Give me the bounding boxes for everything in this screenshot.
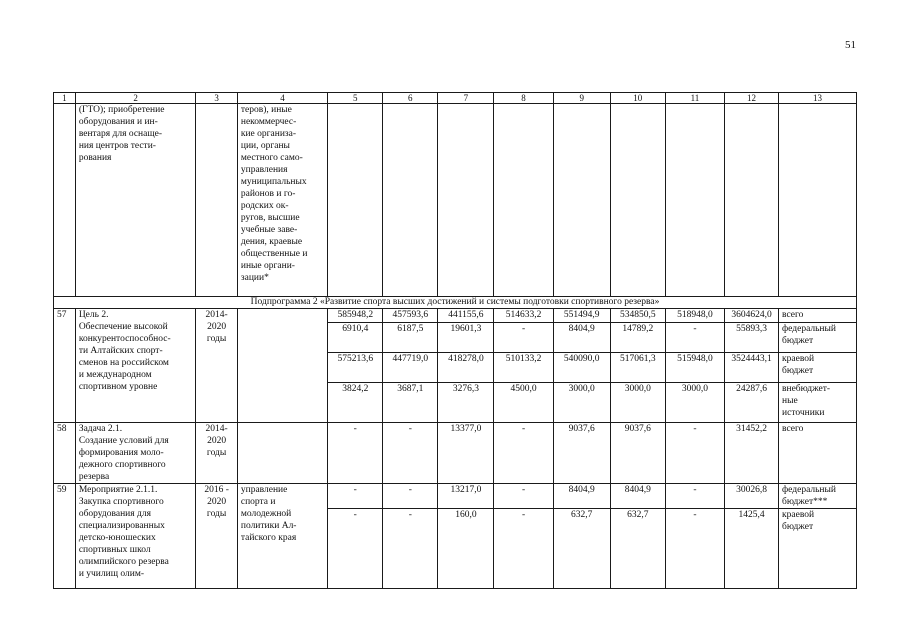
row-number-cell: 57 [54, 309, 76, 423]
years-line: годы [206, 334, 227, 344]
name-line: спортивном уровне [78, 382, 158, 392]
column-header: 12 [725, 93, 779, 104]
source-line: всего [782, 310, 804, 320]
column-header: 2 [75, 93, 196, 104]
text-line: учебные заве- [240, 225, 298, 235]
value-cell: 534850,5 [610, 309, 665, 323]
row-name-cell [75, 309, 196, 423]
executor-line: управление [240, 485, 288, 495]
text-line: оборудования и ин- [78, 117, 158, 127]
funding-source-cell [779, 509, 857, 589]
funding-source-cell [779, 423, 857, 484]
name-line: и международном [78, 370, 152, 380]
table-row [54, 484, 857, 509]
value-cell: 447719,0 [383, 353, 438, 383]
value-cell: 31452,2 [725, 423, 779, 484]
source-line: бюджет [782, 336, 814, 346]
years-line: 2014- [205, 424, 228, 434]
funding-source-cell [779, 309, 857, 323]
row-years-cell [196, 423, 238, 484]
column-header: 11 [665, 93, 724, 104]
table-row [54, 423, 857, 484]
value-cell: 3824,2 [328, 383, 383, 423]
text-line: рования [78, 153, 112, 163]
text-line: районов и го- [240, 189, 296, 199]
years-line: 2020 [207, 436, 227, 446]
value-cell: - [494, 484, 553, 509]
value-cell: - [328, 484, 383, 509]
value-cell: 632,7 [553, 509, 610, 589]
text-line: зации* [240, 273, 269, 283]
row-number-cell: 58 [54, 423, 76, 484]
column-header: 3 [196, 93, 238, 104]
value-cell: 510133,2 [494, 353, 553, 383]
continuation-row [54, 104, 857, 297]
value-cell: 632,7 [610, 509, 665, 589]
value-cell: 457593,6 [383, 309, 438, 323]
years-line: годы [206, 509, 227, 519]
years-line: 2016 - [204, 485, 229, 495]
executor-line: спорта и [240, 497, 276, 507]
name-line: детско-юношеских [78, 533, 156, 543]
value-cell: 30026,8 [725, 484, 779, 509]
years-line: 2014- [205, 310, 228, 320]
value-cell: 515948,0 [665, 353, 724, 383]
value-cell: 441155,6 [438, 309, 494, 323]
source-line: бюджет*** [782, 497, 828, 507]
value-cell: - [665, 509, 724, 589]
program-rows [54, 309, 857, 589]
value-cell: 514633,2 [494, 309, 553, 323]
text-line: дения, краевые [240, 237, 303, 247]
years-line: годы [206, 448, 227, 458]
source-line: ные [782, 396, 798, 406]
value-cell: 19601,3 [438, 323, 494, 353]
value-cell: 3604624,0 [725, 309, 779, 323]
funding-source-cell [779, 383, 857, 423]
name-line: дежного спортивного [78, 460, 166, 470]
text-line: иные органи- [240, 261, 295, 271]
funding-source-cell [779, 484, 857, 509]
value-cell: 8404,9 [553, 323, 610, 353]
value-cell: 4500,0 [494, 383, 553, 423]
column-header: 10 [610, 93, 665, 104]
column-header: 7 [438, 93, 494, 104]
value-cell: 3524443,1 [725, 353, 779, 383]
text-line: ругов, высшие [240, 213, 300, 223]
column-header: 4 [237, 93, 327, 104]
text-line: управления [240, 165, 288, 175]
value-cell: 13217,0 [438, 484, 494, 509]
table-row [54, 309, 857, 323]
name-line: резерва [78, 472, 110, 482]
value-cell: 551494,9 [553, 309, 610, 323]
executor-line: молодежной [240, 509, 292, 519]
source-line: краевой [782, 354, 815, 364]
name-line: оборудования для [78, 509, 151, 519]
value-cell: - [665, 484, 724, 509]
value-cell: - [494, 323, 553, 353]
name-line: Обеспечение высокой [78, 322, 168, 332]
row-number-cell: 59 [54, 484, 76, 589]
text-line: местного само- [240, 153, 303, 163]
name-line: ти Алтайских спорт- [78, 346, 163, 356]
years-line: 2020 [207, 497, 227, 507]
column-header: 6 [383, 93, 438, 104]
name-line: конкурентоспособнос- [78, 334, 171, 344]
text-line: общественные и [240, 249, 308, 259]
program-table [53, 92, 857, 589]
value-cell: 9037,6 [553, 423, 610, 484]
value-cell: 8404,9 [610, 484, 665, 509]
value-cell: 575213,6 [328, 353, 383, 383]
name-line: сменов на российском [78, 358, 169, 368]
name-line: Мероприятие 2.1.1. [78, 485, 158, 495]
source-line: источники [782, 408, 825, 418]
executor-line: политики Ал- [240, 521, 297, 531]
executor-line: тайского края [240, 533, 297, 543]
name-line: и училищ олим- [78, 569, 145, 579]
column-header: 5 [328, 93, 383, 104]
funding-source-cell [779, 323, 857, 353]
continuation-name-cell [75, 104, 196, 297]
value-cell: - [383, 509, 438, 589]
value-cell: 9037,6 [610, 423, 665, 484]
value-cell: 55893,3 [725, 323, 779, 353]
value-cell: 3276,3 [438, 383, 494, 423]
value-cell: 3687,1 [383, 383, 438, 423]
column-header: 13 [779, 93, 857, 104]
value-cell: 1425,4 [725, 509, 779, 589]
value-cell: 3000,0 [610, 383, 665, 423]
row-executor-cell [237, 423, 327, 484]
source-line: всего [782, 424, 804, 434]
name-line: Создание условий для [78, 436, 169, 446]
value-cell: 14789,2 [610, 323, 665, 353]
page-number: 51 [845, 39, 856, 51]
subprogram-row [54, 297, 857, 309]
value-cell: - [383, 484, 438, 509]
continuation-executor-cell [237, 104, 327, 297]
value-cell: 8404,9 [553, 484, 610, 509]
text-line: вентаря для оснаще- [78, 129, 163, 139]
value-cell: 585948,2 [328, 309, 383, 323]
value-cell: - [328, 509, 383, 589]
row-name-cell [75, 423, 196, 484]
source-line: внебюджет- [782, 384, 831, 394]
text-line: муниципальных [240, 177, 307, 187]
name-line: Закупка спортивного [78, 497, 164, 507]
value-cell: 517061,3 [610, 353, 665, 383]
source-line: краевой [782, 510, 815, 520]
row-years-cell [196, 484, 238, 589]
row-name-cell [75, 484, 196, 589]
value-cell: 418278,0 [438, 353, 494, 383]
source-line: бюджет [782, 522, 814, 532]
text-line: кие организа- [240, 129, 297, 139]
value-cell: 13377,0 [438, 423, 494, 484]
value-cell: 540090,0 [553, 353, 610, 383]
value-cell: - [494, 509, 553, 589]
funding-source-cell [779, 353, 857, 383]
text-line: некоммерчес- [240, 117, 297, 127]
value-cell: - [665, 323, 724, 353]
value-cell: - [665, 423, 724, 484]
column-header-row [54, 93, 857, 104]
value-cell: 3000,0 [553, 383, 610, 423]
value-cell: - [494, 423, 553, 484]
name-line: специализированных [78, 521, 165, 531]
row-executor-cell [237, 484, 327, 589]
value-cell: - [383, 423, 438, 484]
value-cell: 6910,4 [328, 323, 383, 353]
text-line: ния центров тести- [78, 141, 156, 151]
name-line: формирования моло- [78, 448, 164, 458]
source-line: федеральный [782, 485, 836, 495]
column-header: 8 [494, 93, 553, 104]
value-cell: 160,0 [438, 509, 494, 589]
source-line: бюджет [782, 366, 814, 376]
subprogram-title: Подпрограмма 2 «Развитие спорта высших достижений и системы подготовки спортивного резерва» [54, 297, 857, 309]
value-cell: 518948,0 [665, 309, 724, 323]
value-cell: - [328, 423, 383, 484]
name-line: спортивных школ [78, 545, 151, 555]
text-line: теров), иные [240, 105, 292, 115]
years-line: 2020 [207, 322, 227, 332]
column-header: 9 [553, 93, 610, 104]
name-line: олимпийского резерва [78, 557, 169, 567]
text-line: (ГТО); приобретение [78, 105, 165, 115]
value-cell: 24287,6 [725, 383, 779, 423]
source-line: федеральный [782, 324, 836, 334]
column-header: 1 [54, 93, 76, 104]
value-cell: 3000,0 [665, 383, 724, 423]
row-executor-cell [237, 309, 327, 423]
name-line: Цель 2. [78, 310, 109, 320]
row-years-cell [196, 309, 238, 423]
text-line: родских ок- [240, 201, 289, 211]
name-line: Задача 2.1. [78, 424, 123, 434]
text-line: ции, органы [240, 141, 290, 151]
value-cell: 6187,5 [383, 323, 438, 353]
